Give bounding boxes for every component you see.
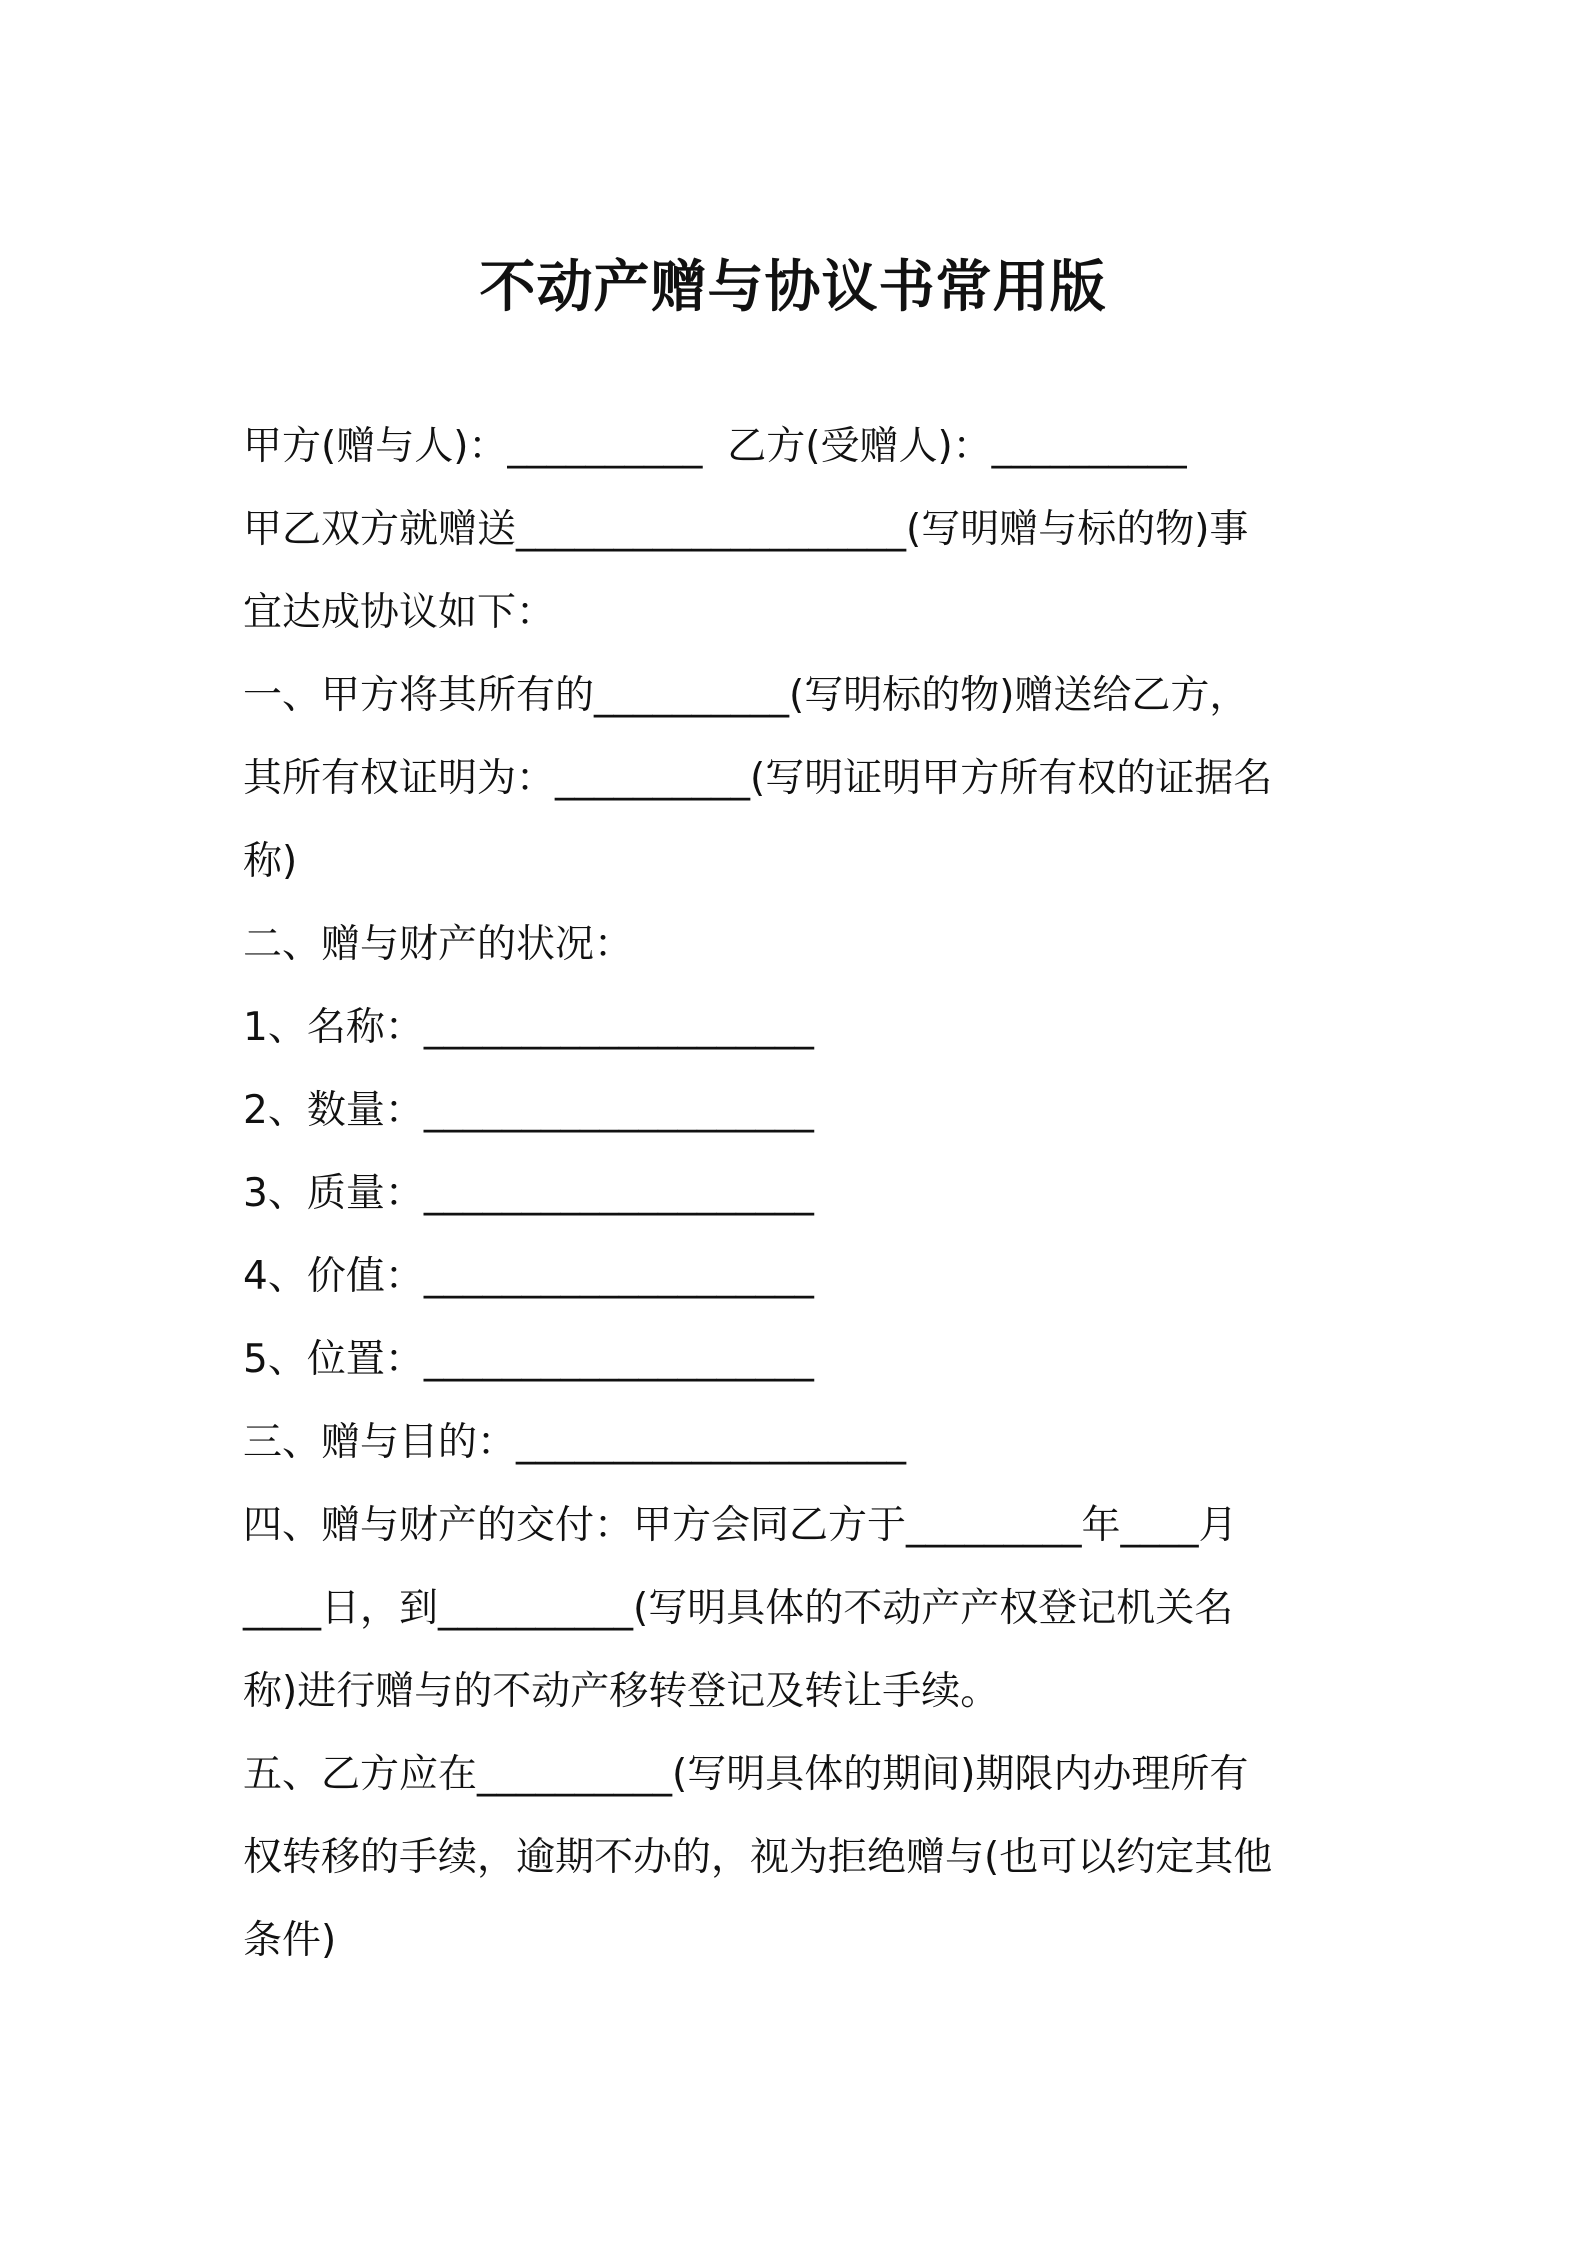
- parties-line: 甲方(赠与人)：__________ 乙方(受赠人)：__________: [243, 424, 1187, 469]
- clause-4-line: 四、赠与财产的交付：甲方会同乙方于_________年____月: [243, 1503, 1238, 1548]
- clause-5-line: 五、乙方应在__________(写明具体的期间)期限内办理所有: [243, 1752, 1249, 1797]
- clause-2-heading: 二、赠与财产的状况：: [243, 922, 634, 967]
- clause-1-line-end: 称): [243, 839, 298, 884]
- property-name-line: 1、名称：____________________: [243, 1005, 814, 1050]
- clause-5-line-end: 条件): [243, 1918, 337, 1963]
- agreement-intro-line: 甲乙双方就赠送____________________(写明赠与标的物)事: [243, 507, 1249, 552]
- property-quantity-line: 2、数量：____________________: [243, 1088, 814, 1133]
- clause-1-line: 一、甲方将其所有的__________(写明标的物)赠送给乙方，: [243, 673, 1249, 718]
- property-location-line: 5、位置：____________________: [243, 1337, 814, 1382]
- document-body: [243, 405, 1353, 1982]
- agreement-intro-line-cont: 宜达成协议如下：: [243, 590, 556, 635]
- clause-4-line-end: 称)进行赠与的不动产移转登记及转让手续。: [243, 1669, 1000, 1714]
- property-quality-line: 3、质量：____________________: [243, 1171, 814, 1216]
- document-title: 不动产赠与协议书常用版: [479, 255, 1107, 320]
- clause-3-line: 三、赠与目的：____________________: [243, 1420, 907, 1465]
- property-value-line: 4、价值：____________________: [243, 1254, 814, 1299]
- clause-5-line-cont: 权转移的手续，逾期不办的，视为拒绝赠与(也可以约定其他: [243, 1835, 1273, 1880]
- clause-1-line-cont: 其所有权证明为：__________(写明证明甲方所有权的证据名: [243, 756, 1273, 801]
- clause-4-line-cont: ____日，到__________(写明具体的不动产产权登记机关名: [243, 1586, 1234, 1631]
